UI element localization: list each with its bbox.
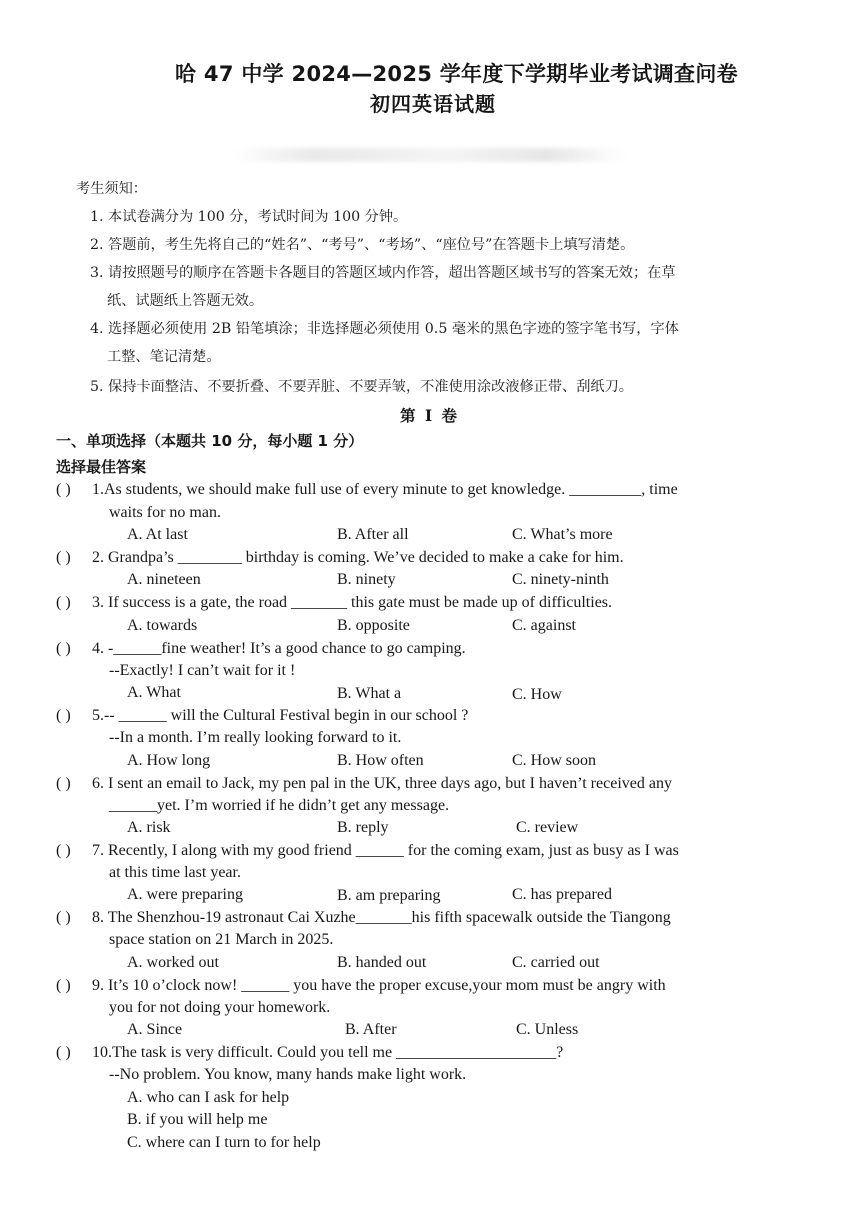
question-10-option-b: B. if you will help me [127, 1111, 268, 1128]
notice-item-4: 4. 选择题必须使用 2B 铅笔填涂；非选择题必须使用 0.5 毫米的黑色字迹的签字笔书写，字体 [90, 321, 679, 337]
question-8-option-a: A. worked out [127, 954, 219, 971]
answer-blank: ( ) [56, 707, 71, 724]
notice-item-1: 1. 本试卷满分为 100 分，考试时间为 100 分钟。 [90, 209, 408, 225]
question-8-option-c: C. carried out [512, 954, 600, 971]
question-3-stem: 3. If success is a gate, the road _______ this gate must be made up of difficulties. [92, 594, 613, 611]
exam-subtitle: 初四英语试题 [370, 92, 496, 116]
question-10-stem-cont: --No problem. You know, many hands make light work. [109, 1066, 467, 1083]
notice-item-4-cont: 工整、笔记清楚。 [107, 349, 221, 365]
question-8-stem: 8. The Shenzhou-19 astronaut Cai Xuzhe_______his fifth spacewalk outside the Tiangong [92, 909, 671, 926]
question-9-stem: 9. It’s 10 o’clock now! ______ you have the proper excuse,your mom must be angry with [92, 977, 666, 994]
volume-label: 第 I 卷 [400, 406, 460, 425]
question-10-option-c: C. where can I turn to for help [127, 1134, 321, 1151]
question-3-option-b: B. opposite [337, 617, 410, 634]
question-1-stem-cont: waits for no man. [109, 504, 221, 521]
answer-blank: ( ) [56, 1044, 71, 1061]
question-4-option-c: C. How [512, 686, 562, 703]
question-9-option-b: B. After [345, 1021, 397, 1038]
question-8-stem-cont: space station on 21 March in 2025. [109, 931, 334, 948]
question-10-stem: 10.The task is very difficult. Could you tell me ____________________? [92, 1044, 564, 1061]
section-title: 一、单项选择（本题共 10 分，每小题 1 分） [56, 432, 364, 450]
question-9-option-a: A. Since [127, 1021, 183, 1038]
question-5-option-b: B. How often [337, 752, 424, 769]
answer-blank: ( ) [56, 640, 71, 657]
question-7-option-b: B. am preparing [337, 887, 441, 904]
notice-item-3: 3. 请按照题号的顺序在答题卡各题目的答题区域内作答，超出答题区域书写的答案无效；在草 [90, 265, 676, 281]
notice-item-2: 2. 答题前，考生先将自己的“姓名”、“考号”、“考场”、“座位号”在答题卡上填写清楚。 [90, 237, 635, 253]
question-3-option-a: A. towards [127, 617, 198, 634]
question-7-stem: 7. Recently, I along with my good friend ______ for the coming exam, just as busy as I was [92, 842, 679, 859]
answer-blank: ( ) [56, 909, 71, 926]
question-6-stem-cont: ______yet. I’m worried if he didn’t get any message. [109, 797, 450, 814]
question-2-stem: 2. Grandpa’s ________ birthday is coming. We’ve decided to make a cake for him. [92, 549, 624, 566]
answer-blank: ( ) [56, 594, 71, 611]
question-1-stem: 1.As students, we should make full use of every minute to get knowledge. _________, time [92, 481, 678, 498]
question-1-option-b: B. After all [337, 526, 409, 543]
question-1-option-a: A. At last [127, 526, 188, 543]
question-2-option-a: A. nineteen [127, 571, 201, 588]
question-9-stem-cont: you for not doing your homework. [109, 999, 331, 1016]
question-6-option-c: C. review [516, 819, 579, 836]
section-instruction: 选择最佳答案 [56, 458, 147, 476]
question-10-option-a: A. who can I ask for help [127, 1089, 290, 1106]
question-6-option-b: B. reply [337, 819, 389, 836]
question-7-option-c: C. has prepared [512, 886, 612, 903]
question-5-option-a: A. How long [127, 752, 211, 769]
question-4-option-a: A. What [127, 684, 181, 701]
question-2-option-c: C. ninety-ninth [512, 571, 609, 588]
question-5-option-c: C. How soon [512, 752, 597, 769]
question-7-stem-cont: at this time last year. [109, 864, 241, 881]
question-8-option-b: B. handed out [337, 954, 427, 971]
question-2-option-b: B. ninety [337, 571, 396, 588]
question-5-stem: 5.-- ______ will the Cultural Festival begin in our school ? [92, 707, 469, 724]
question-5-stem-cont: --In a month. I’m really looking forward to it. [109, 729, 402, 746]
notice-item-5: 5. 保持卡面整洁、不要折叠、不要弄脏、不要弄皱，不准使用涂改液修正带、刮纸刀。 [90, 379, 633, 395]
notice-item-3-cont: 纸、试题纸上答题无效。 [107, 293, 264, 309]
faded-scan-line [235, 148, 625, 162]
question-9-option-c: C. Unless [516, 1021, 579, 1038]
question-6-stem: 6. I sent an email to Jack, my pen pal in the UK, three days ago, but I haven’t received any [92, 775, 672, 792]
question-1-option-c: C. What’s more [512, 526, 613, 543]
exam-title: 哈 47 中学 2024—2025 学年度下学期毕业考试调查问卷 [175, 62, 738, 86]
notice-heading: 考生须知： [76, 181, 147, 197]
question-4-option-b: B. What a [337, 685, 402, 702]
question-6-option-a: A. risk [127, 819, 171, 836]
question-3-option-c: C. against [512, 617, 576, 634]
question-4-stem-cont: --Exactly! I can’t wait for it ! [109, 662, 296, 679]
answer-blank: ( ) [56, 481, 71, 498]
answer-blank: ( ) [56, 775, 71, 792]
answer-blank: ( ) [56, 842, 71, 859]
question-4-stem: 4. -______fine weather! It’s a good chance to go camping. [92, 640, 466, 657]
answer-blank: ( ) [56, 549, 71, 566]
answer-blank: ( ) [56, 977, 71, 994]
question-7-option-a: A. were preparing [127, 886, 243, 903]
